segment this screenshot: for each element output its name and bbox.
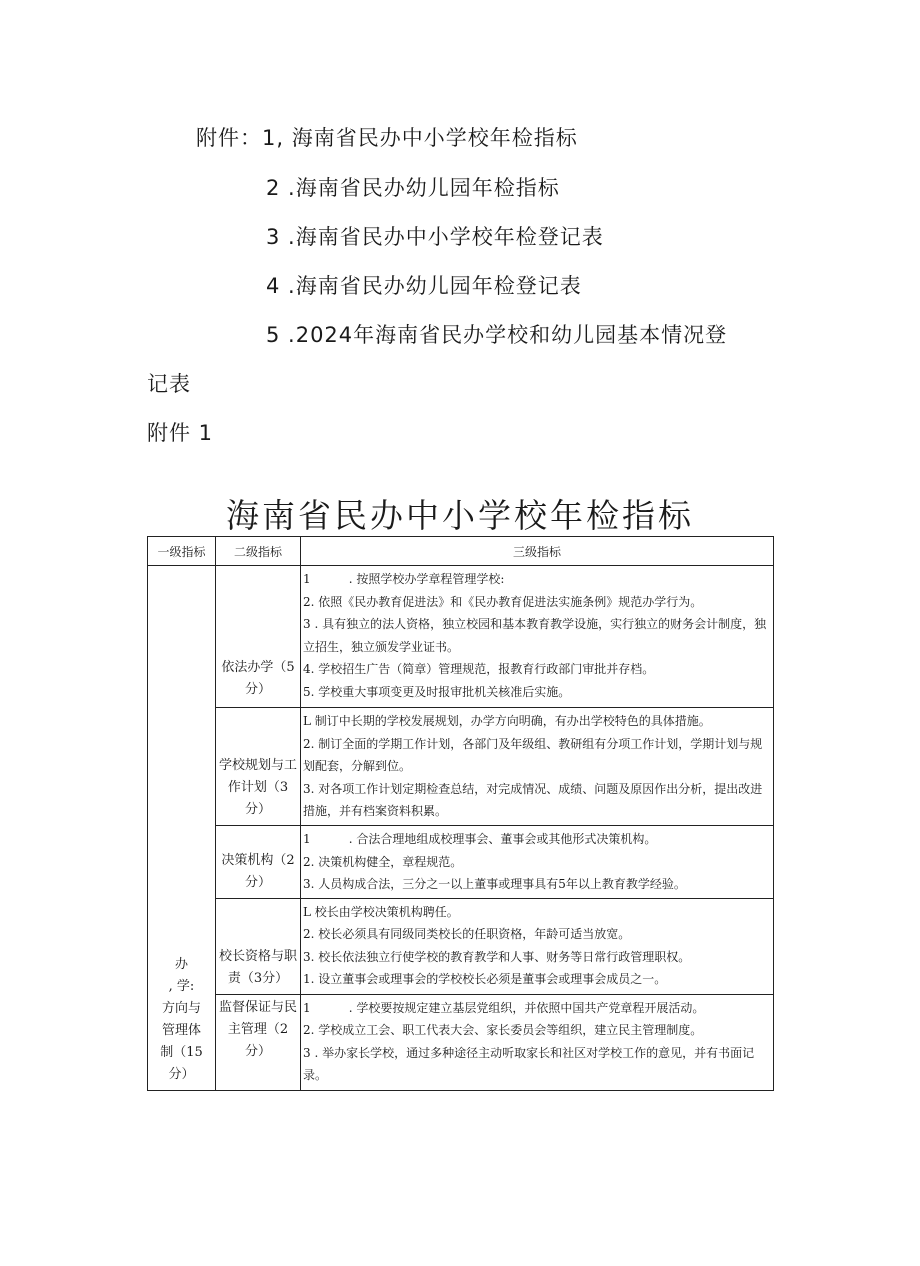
appendix-label: 附件 1: [147, 421, 214, 445]
level2-label: 决策机构（2分）: [221, 852, 295, 890]
list-item: 3 . 具有独立的法人资格，独立校园和基本教育教学设施，实行独立的财务会计制度，独立招生，独立颁发学业证书。: [303, 617, 767, 654]
list-item: 2. 学校成立工会、职工代表大会、家长委员会等组织，建立民主管理制度。: [303, 1023, 703, 1037]
level2-label: 依法办学（5分）: [221, 660, 295, 697]
attachment-line-2: 2 .海南省民办幼儿园年检指标: [266, 176, 560, 200]
list-item: 1 . 按照学校办学章程管理学校:: [303, 572, 505, 586]
list-item: L 校长由学校决策机构聘任。: [303, 904, 459, 919]
level3-cell: [301, 994, 774, 1090]
document-title: 海南省民办中小学校年检指标: [226, 496, 694, 535]
table-row: [148, 826, 774, 899]
table-row: [148, 566, 774, 708]
level2-cell: [216, 898, 301, 994]
level1-label-line: 分）: [168, 1066, 195, 1082]
level2-label: 校长资格与职责（3分）: [219, 948, 298, 986]
attachment-line-5-continued: 记表: [147, 372, 191, 396]
list-item: L 制订中长期的学校发展规划，办学方向明确，有办出学校特色的具体措施。: [303, 714, 711, 728]
list-item: 2. 校长必须具有同级同类校长的任职资格，年龄可适当放宽。: [303, 927, 631, 941]
list-item: 2. 依照《民办教育促进法》和《民办教育促进法实施条例》规范办学行为。: [303, 594, 703, 609]
inspection-index-table: [147, 536, 774, 1091]
level2-cell: [216, 708, 301, 826]
table-row: [148, 994, 774, 1090]
attachment-line-5: 5 .2024年海南省民办学校和幼儿园基本情况登: [266, 323, 728, 347]
table-row: [148, 898, 774, 994]
header-level2: 二级指标: [216, 537, 301, 566]
list-item: 1 . 合法合理地组成校理事会、董事会或其他形式决策机构。: [303, 832, 657, 846]
table-row: [148, 708, 774, 826]
list-item: 3 . 举办家长学校，通过多种途径主动听取家长和社区对学校工作的意见，并有书面记录。: [303, 1045, 755, 1082]
list-item: 1. 设立董事会或理事会的学校校长必须是董事会或理事会成员之一。: [303, 972, 667, 986]
level2-label: 监督保证与民主管理（2分）: [219, 999, 298, 1059]
list-item: 4. 学校招生广告（简章）管理规范，报教育行政部门审批并存档。: [303, 662, 655, 676]
list-item: 3. 校长依法独立行使学校的教育教学和人事、财务等日常行政管理职权。: [303, 949, 691, 964]
level2-cell: [216, 826, 301, 899]
attachment-line-4: 4 .海南省民办幼儿园年检登记表: [266, 274, 582, 298]
level2-cell: [216, 566, 301, 708]
level1-label-line: 制（15: [160, 1044, 203, 1060]
list-item: 2. 决策机构健全，章程规范。: [303, 854, 463, 869]
level1-label-line: , 学:: [168, 978, 195, 994]
header-level3: 三级指标: [301, 537, 774, 566]
attachment-line-3: 3 .海南省民办中小学校年检登记表: [266, 225, 604, 249]
level1-label-line: 办: [174, 956, 188, 972]
level1-cell: [148, 566, 216, 1091]
level3-cell: [301, 826, 774, 899]
list-item: 5. 学校重大事项变更及时报审批机关核准后实施。: [303, 684, 571, 699]
level1-label-line: 方向与: [161, 1000, 201, 1016]
list-item: 3. 人员构成合法，三分之一以上董事或理事具有5年以上教育教学经验。: [303, 877, 686, 891]
level2-label: 学校规划与工作计划（3分）: [219, 758, 298, 817]
list-item: 2. 制订全面的学期工作计划，各部门及年级组、教研组有分项工作计划，学期计划与规划配套，分解到位。: [303, 736, 763, 773]
level3-cell: [301, 898, 774, 994]
list-item: 1 . 学校要按规定建立基层党组织，并依照中国共产党章程开展活动。: [303, 1000, 705, 1015]
level1-label-line: 管理体: [161, 1022, 201, 1038]
attachment-line-1: 附件：1, 海南省民办中小学校年检指标: [196, 126, 578, 150]
list-item: 3. 对各项工作计划定期检查总结，对完成情况、成绩、问题及原因作出分析，提出改进措施，并有档案资料积累。: [303, 781, 763, 818]
level2-cell: [216, 994, 301, 1090]
header-level1: 一级指标: [148, 537, 216, 566]
level3-cell: [301, 566, 774, 708]
table-header-row: [148, 537, 774, 566]
level3-cell: [301, 708, 774, 826]
